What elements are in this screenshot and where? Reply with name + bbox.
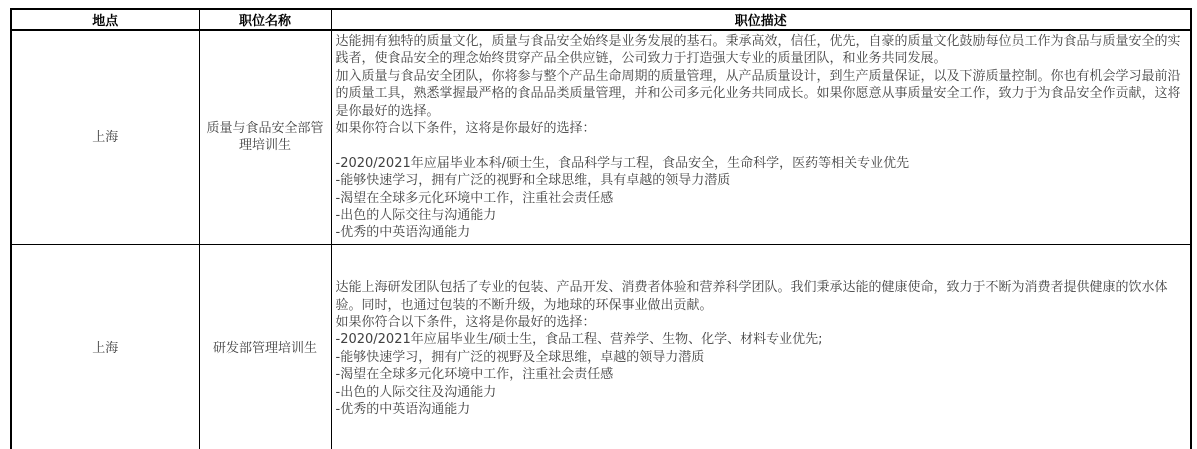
description-line: -出色的人际交往与沟通能力 (335, 208, 497, 224)
job-table (10, 8, 1192, 449)
description-line: -出色的人际交往及沟通能力 (335, 384, 497, 400)
description-line: -2020/2021年应届毕业生/硕士生，食品工程、营养学、生物、化学、材料专业优先; (335, 332, 823, 348)
job-description-cell (331, 30, 1191, 244)
column-header-location: 地点 (11, 9, 199, 30)
description-line: -优秀的中英语沟通能力 (335, 402, 471, 418)
column-header-job-title: 职位名称 (199, 9, 331, 30)
location-cell: 上海 (11, 30, 199, 244)
description-line: 达能拥有独特的质量文化，质量与食品安全始终是业务发展的基石。秉承高效，信任，优先，自豪的质量文化鼓励每位员工作为食品与质量安全的实践者，使食品安全的理念始终贯穿产品全供应链，公司致力于打造强大专业的质量团队，和业务共同发展。 (335, 34, 1181, 67)
description-line: -渴望在全球多元化环境中工作，注重社会责任感 (335, 367, 614, 383)
description-line (336, 137, 1187, 154)
header-row (11, 9, 1191, 30)
job-table-body (11, 30, 1191, 449)
description-line: -能够快速学习，拥有广泛的视野及全球思维，卓越的领导力潜质 (335, 349, 705, 365)
job-title-cell: 质量与食品安全部管理培训生 (199, 30, 331, 244)
job-table-header (11, 9, 1191, 30)
description-line: 加入质量与食品安全团队，你将参与整个产品生命周期的质量管理，从产品质量设计，到生产质量保证，以及下游质量控制。你也有机会学习最前沿的质量工具，熟悉掌握最严格的食品品类质量管理，并和公司多元化业务共同成长。如果你愿意从事质量安全工作，致力于为食品安全作贡献，这将是你最好的选择。 (335, 68, 1181, 119)
description-line: 达能上海研发团队包括了专业的包装、产品开发、消费者体验和营养科学团队。我们秉承达能的健康使命，致力于不断为消费者提供健康的饮水体验。同时，也通过包装的不断升级，为地球的环保事业做出贡献。 (335, 280, 1168, 313)
location-cell: 上海 (11, 244, 199, 449)
description-line: -渴望在全球多元化环境中工作，注重社会责任感 (335, 190, 614, 206)
job-title-cell: 研发部管理培训生 (199, 244, 331, 449)
table-row (11, 30, 1191, 244)
description-line: -能够快速学习，拥有广泛的视野和全球思维，具有卓越的领导力潜质 (335, 173, 731, 189)
column-header-job-description: 职位描述 (331, 9, 1191, 30)
description-line: 如果你符合以下条件，这将是你最好的选择： (335, 315, 596, 331)
description-line: -优秀的中英语沟通能力 (335, 225, 471, 241)
description-line: -2020/2021年应届毕业本科/硕士生，食品科学与工程，食品安全，生命科学，医药等相关专业优先 (335, 155, 910, 171)
job-description-cell (331, 244, 1191, 449)
table-row (11, 244, 1191, 449)
description-line: 如果你符合以下条件，这将是你最好的选择： (335, 121, 596, 137)
